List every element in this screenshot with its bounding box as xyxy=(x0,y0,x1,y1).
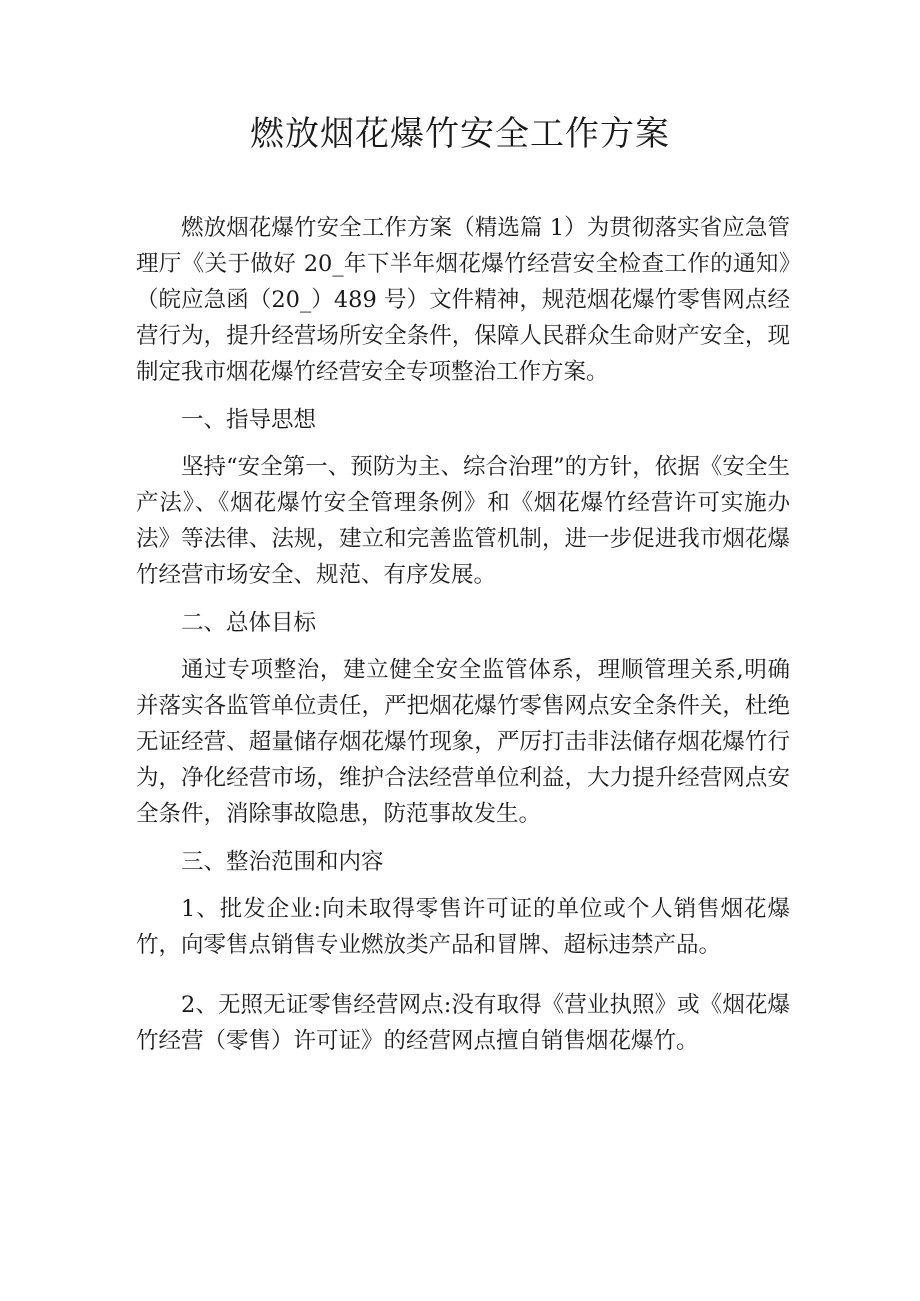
intro-paragraph: 燃放烟花爆竹安全工作方案（精选篇 1）为贯彻落实省应急管理厅《关于做好 20_年下半年烟花爆竹经营安全检查工作的通知》（皖应急函（20_）489 号）文件精神，规范烟花爆竹零售网点经营行为，提升经营场所安全条件，保障人民群众生命财产安全，现制定我市烟花爆竹经营安全专项整治工作方案。 xyxy=(136,215,790,385)
section-heading-guiding-ideology: 一、指导思想 xyxy=(181,406,317,433)
wholesale-enterprise-item: 1、批发企业:向未取得零售许可证的单位或个人销售烟花爆竹，向零售点销售专业燃放类产品和冒牌、超标违禁产品。 xyxy=(136,896,790,958)
document-body xyxy=(136,210,790,1071)
document-title: 燃放烟花爆竹安全工作方案 xyxy=(250,114,670,154)
unlicensed-retail-item: 2、无照无证零售经营网点:没有取得《营业执照》或《烟花爆竹经营（零售）许可证》的经营网点擅自销售烟花爆竹。 xyxy=(136,992,790,1054)
overall-goal-paragraph: 通过专项整治，建立健全安全监管体系，理顺管理关系,明确并落实各监管单位责任，严把烟花爆竹零售网点安全条件关，杜绝无证经营、超量储存烟花爆竹现象，严厉打击非法储存烟花爆竹行为，净化经营市场，维护合法经营单位利益，大力提升经营网点安全条件，消除事故隐患，防范事故发生。 xyxy=(136,657,790,827)
section-heading-scope-and-content: 三、整治范围和内容 xyxy=(181,848,384,875)
section-heading-overall-goal: 二、总体目标 xyxy=(181,609,317,636)
guiding-ideology-paragraph: 坚持“安全第一、预防为主、综合治理”的方针，依据《安全生产法》、《烟花爆竹安全管理条例》和《烟花爆竹经营许可实施办法》等法律、法规，建立和完善监管机制，进一步促进我市烟花爆竹经营市场安全、规范、有序发展。 xyxy=(136,454,790,588)
